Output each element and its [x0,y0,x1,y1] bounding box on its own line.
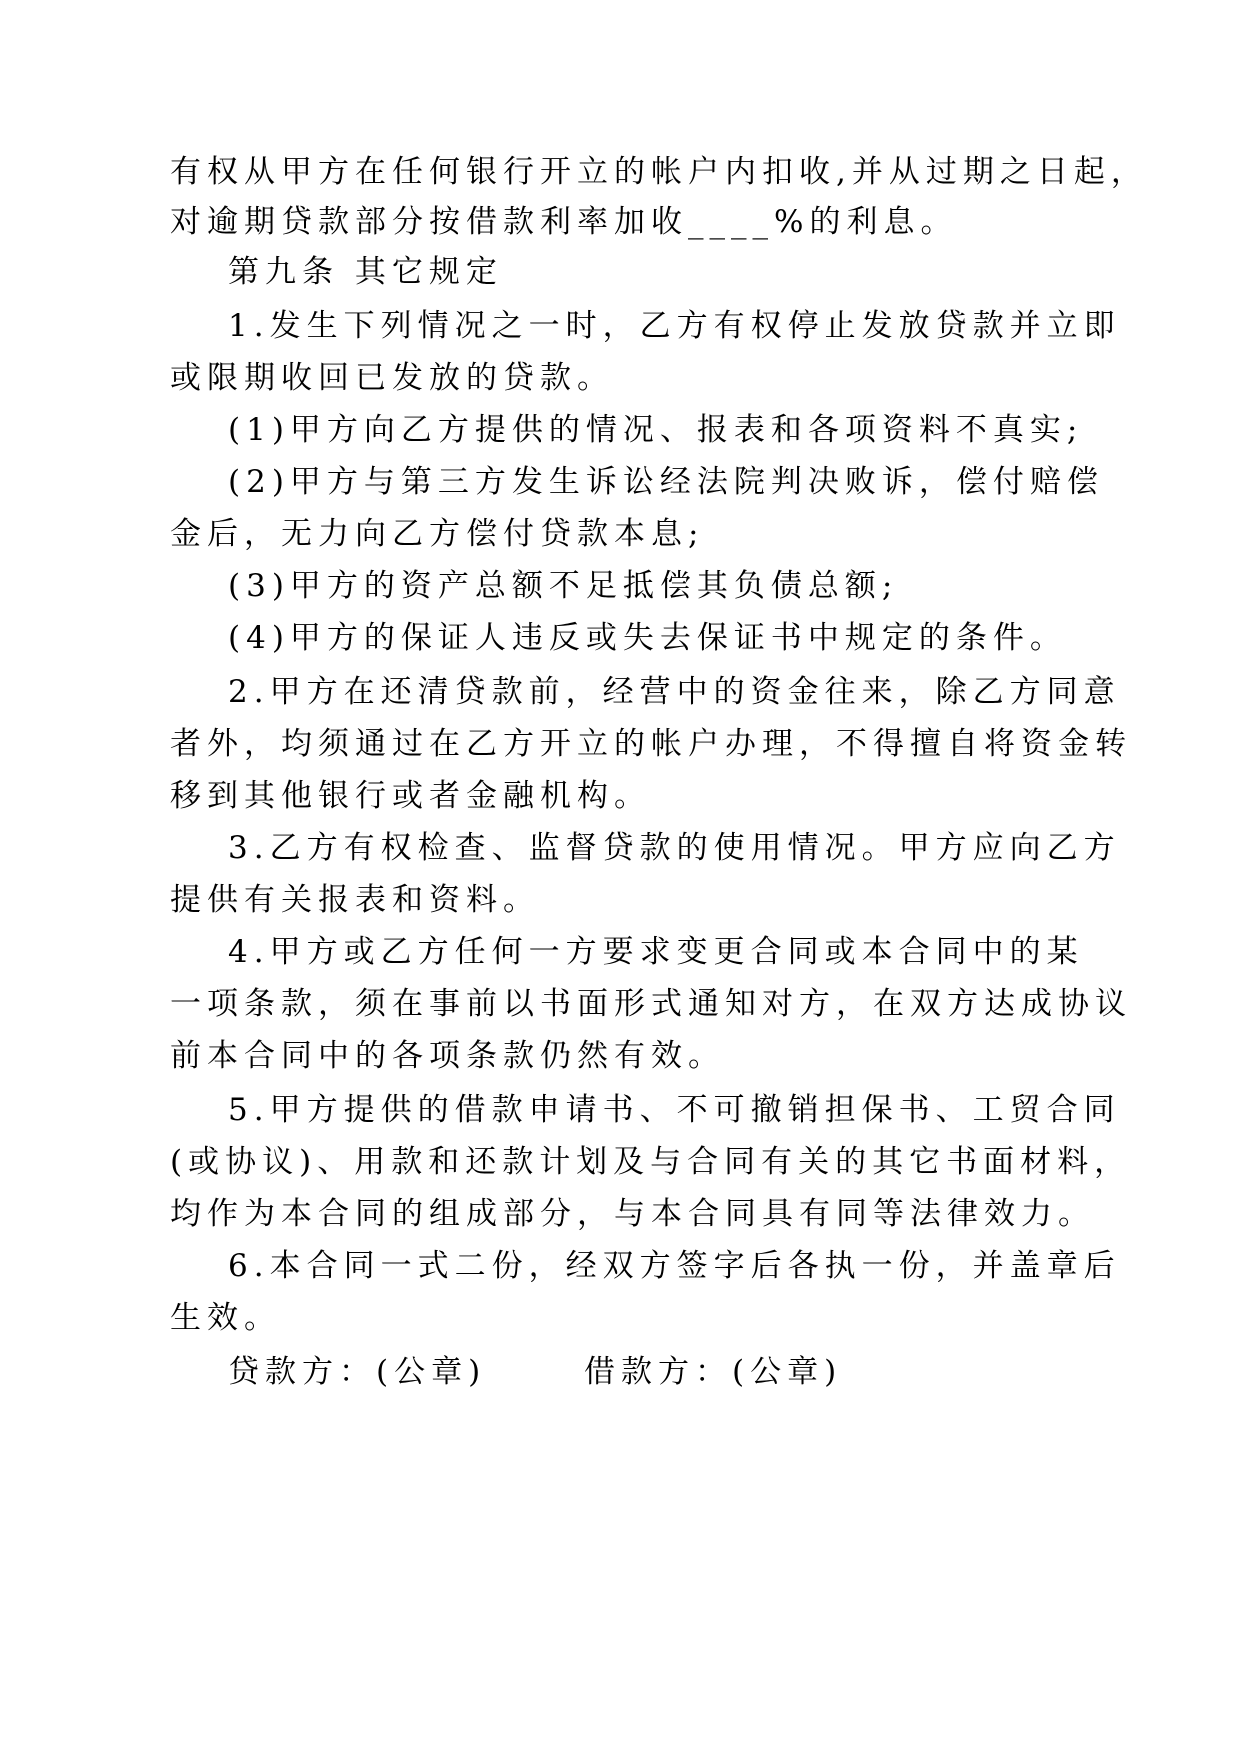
text-line: 有权从甲方在任何银行开立的帐户内扣收,并从过期之日起， [170,154,1148,190]
text-line: (2)甲方与第三方发生诉讼经法院判决败诉，偿付赔偿 [228,464,1104,500]
text-line: 1.发生下列情况之一时，乙方有权停止发放贷款并立即 [228,308,1121,344]
text-line: 对逾期贷款部分按借款利率加收____%的利息。 [170,204,958,240]
text-line: (4)甲方的保证人违反或失去保证书中规定的条件。 [228,620,1067,656]
text-line: 生效。 [170,1300,281,1336]
lender-signature-label: 贷款方：(公章) [228,1354,487,1390]
borrower-signature-label: 借款方：(公章) [584,1354,843,1390]
text-line: 前本合同中的各项条款仍然有效。 [170,1038,725,1074]
text-line: 均作为本合同的组成部分，与本合同具有同等法律效力。 [170,1196,1095,1232]
text-line: 5.甲方提供的借款申请书、不可撤销担保书、工贸合同 [228,1092,1121,1128]
text-line: 6.本合同一式二份，经双方签字后各执一份，并盖章后 [228,1248,1121,1284]
text-line: (或协议)、用款和还款计划及与合同有关的其它书面材料， [170,1144,1132,1180]
text-line: 一项条款，须在事前以书面形式通知对方，在双方达成协议 [170,986,1132,1022]
text-line: 提供有关报表和资料。 [170,882,540,918]
text-line: 移到其他银行或者金融机构。 [170,778,651,814]
text-line: 金后，无力向乙方偿付贷款本息; [170,516,705,552]
text-line: 2.甲方在还清贷款前，经营中的资金往来，除乙方同意 [228,674,1121,710]
text-line: 者外，均须通过在乙方开立的帐户办理，不得擅自将资金转 [170,726,1132,762]
text-line: (1)甲方向乙方提供的情况、报表和各项资料不真实; [228,412,1084,448]
text-line: 3.乙方有权检查、监督贷款的使用情况。甲方应向乙方 [228,830,1121,866]
text-line: 4.甲方或乙方任何一方要求变更合同或本合同中的某 [228,934,1084,970]
section-heading: 第九条 其它规定 [228,254,503,290]
text-line: 或限期收回已发放的贷款。 [170,360,614,396]
text-line: (3)甲方的资产总额不足抵偿其负债总额; [228,568,899,604]
